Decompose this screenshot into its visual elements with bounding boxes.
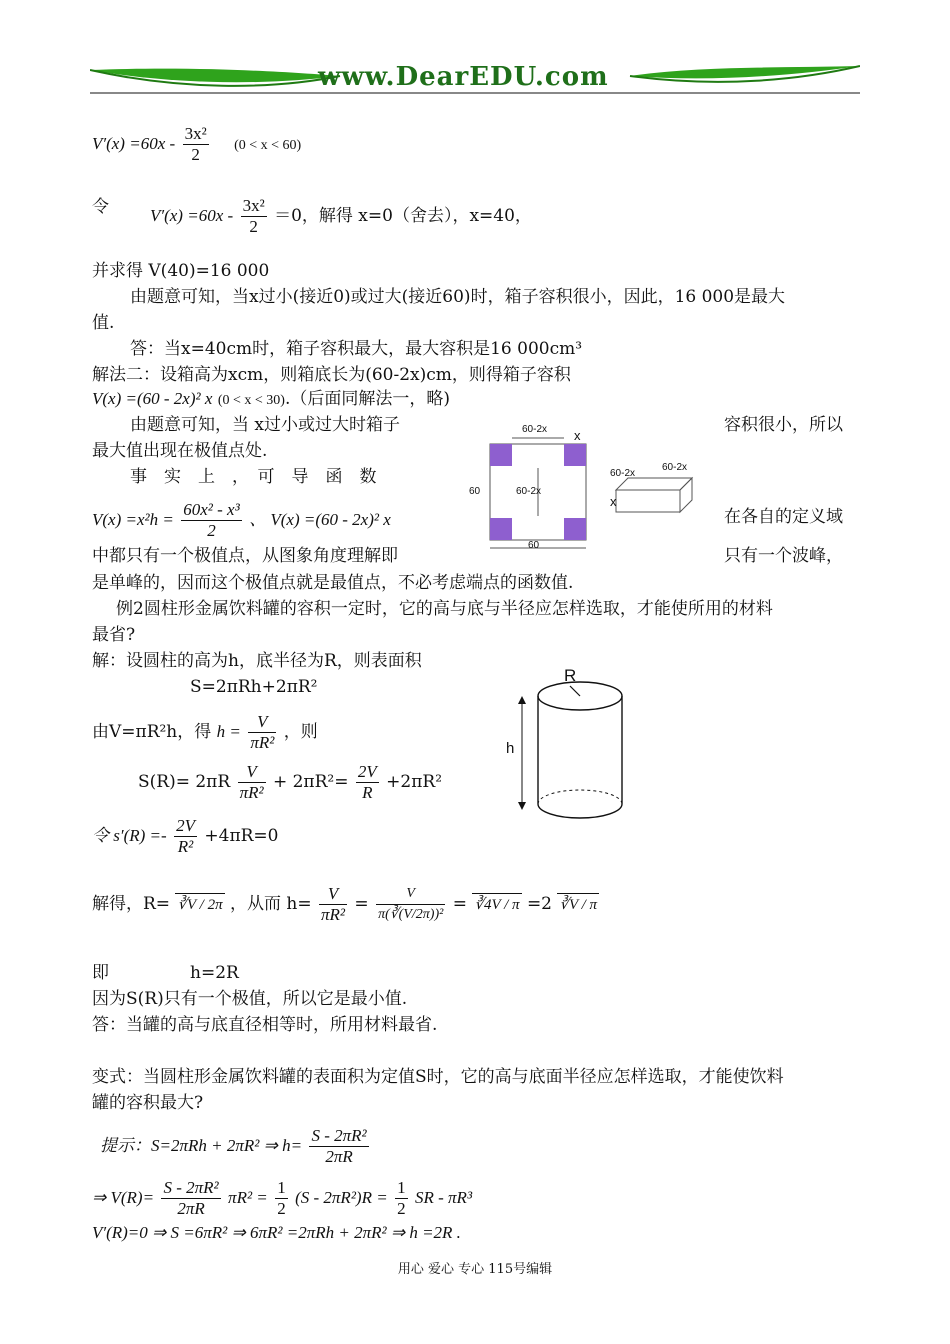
text-line: 值. [92,313,115,333]
variant-question-line: 变式：当圆柱形金属饮料罐的表面积为定值S时，它的高与底面半径应怎样选取，才能使饮料 [92,1067,784,1087]
text-line: 即 [92,963,109,983]
example-two-line: 例2圆柱形金属饮料罐的容积一定时，它的高与底与半径应怎样选取，才能使所用的材料 [116,599,773,619]
text-line: 是单峰的，因而这个极值点就是最值点，不必考虑端点的函数值. [92,573,574,593]
text-line: 由题意可知，当x过小(接近0)或过大(接近60)时，箱子容积很小，因此，16 000是最大 [130,287,786,307]
label-inner: 60-2x [516,486,542,497]
volume-of-radius-line: ⇒ V(R)= $\frac{\text{S - 2πR²}}{2\pi R}$ πR² = $\frac{1}{2}$ (S - 2πR²)R = $\frac{1}{2}$ SR - πR³ [92,1178,473,1218]
text-line: 由题意可知，当 x过小或过大时箱子 [130,415,400,435]
text-line: 最大值出现在极值点处. [92,441,268,461]
text-line: 最省? [92,625,136,645]
label-bottom: 60 [528,540,540,551]
answer-line: 答：当x=40cm时，箱子容积最大，最大容积是16 000cm³ [130,339,583,359]
cut-corner [564,444,586,466]
label-left: 60 [469,486,481,497]
volume-formula-line: V(x) =(60 - 2x)² x (0 < x < 30).（后面同解法一，略) [92,389,450,409]
page-footer: 用心 爱心 专心 115号编辑 [397,1262,553,1277]
final-derivation-line: V′(R)=0 ⇒ S =6πR² ⇒ 6πR² =2πRh + 2πR² ⇒ h =2R . [92,1223,461,1242]
cylinder-figure [506,666,630,832]
site-header-banner [90,60,860,96]
cut-corner [490,518,512,540]
label-box-height: x [610,494,617,509]
surface-function-line: S(R)= 2πR $\frac{V}{\text{πR²}}$ + 2πR²= $\frac{2V}{R}$ +2πR² [138,762,443,802]
box-net-figure [466,424,716,558]
cut-corner [490,444,512,466]
answer-line: 答：当罐的高与底直径相等时，所用材料最省. [92,1015,438,1035]
volume-functions-line: V(x) =x²h = $\frac{\text{60x² - x³}}{2}$ 、 V(x) =(60 - 2x)² x [92,500,391,540]
radius-line [570,686,580,696]
height-from-volume-line: 由V=πR²h，得 h = $\frac{V}{\text{πR²}}$ ，则 [92,712,318,752]
solution-radius-line: 解得，R= ∛V / 2π ，从而 h= $\frac{V}{\text{πR²}}$ = $\frac{V}{\text{π(∛(V/2π))²}}$ = ∛4V / π =2 ∛V / π [92,884,598,924]
label-radius: R [564,666,577,685]
conclusion-formula: h=2R [190,963,239,983]
text-line: 并求得 V(40)=16 000 [92,261,270,281]
set-zero-label: 令 [92,197,109,217]
label-top: 60-2x [522,424,548,435]
solve-zero-line: V′(x) =60x - $\frac{\text{3x²}}{2}$ ＝0，解得 x=0（舍去），x=40， [150,196,532,236]
text-line: 容积很小，所以 [724,415,843,435]
text-line: 只有一个波峰， [724,546,843,566]
formula-derivative-line: V′(x) =60x - $\frac{\text{3x²}}{2}$ (0 < x < 60) [92,124,302,164]
text-line: 事 实 上 ， 可 导 函 数 [130,467,377,487]
label-height: h [506,740,515,757]
text-line: 因为S(R)只有一个极值，所以它是最小值. [92,989,408,1009]
label-box-top: 60-2x [662,462,688,473]
cut-corner [564,518,586,540]
site-logo-text: www.DearEDU.com [318,62,609,92]
text-line: 中都只有一个极值点，从图象角度理解即 [92,546,398,566]
text-line: 解：设圆柱的高为h，底半径为R，则表面积 [92,651,422,671]
surface-area-formula: S=2πRh+2πR² [190,677,318,697]
text-line: 罐的容积最大? [92,1093,204,1113]
label-x: x [574,428,581,443]
label-box-side: 60-2x [610,468,636,479]
derivative-zero-line: 令 s′(R) =- $\frac{2V}{\text{R²}}$ +4πR=0 [92,816,279,856]
hint-line: 提示：S=2πRh + 2πR² ⇒ h= $\frac{\text{S - 2πR²}}{2\pi R}$ [100,1126,367,1166]
text-line: 在各自的定义域 [724,507,843,527]
method-two-line: 解法二：设箱高为xcm，则箱底长为(60-2x)cm，则得箱子容积 [92,365,571,385]
box-top-face [616,478,692,490]
box-front-face [616,490,680,512]
box-side-face [680,478,692,512]
